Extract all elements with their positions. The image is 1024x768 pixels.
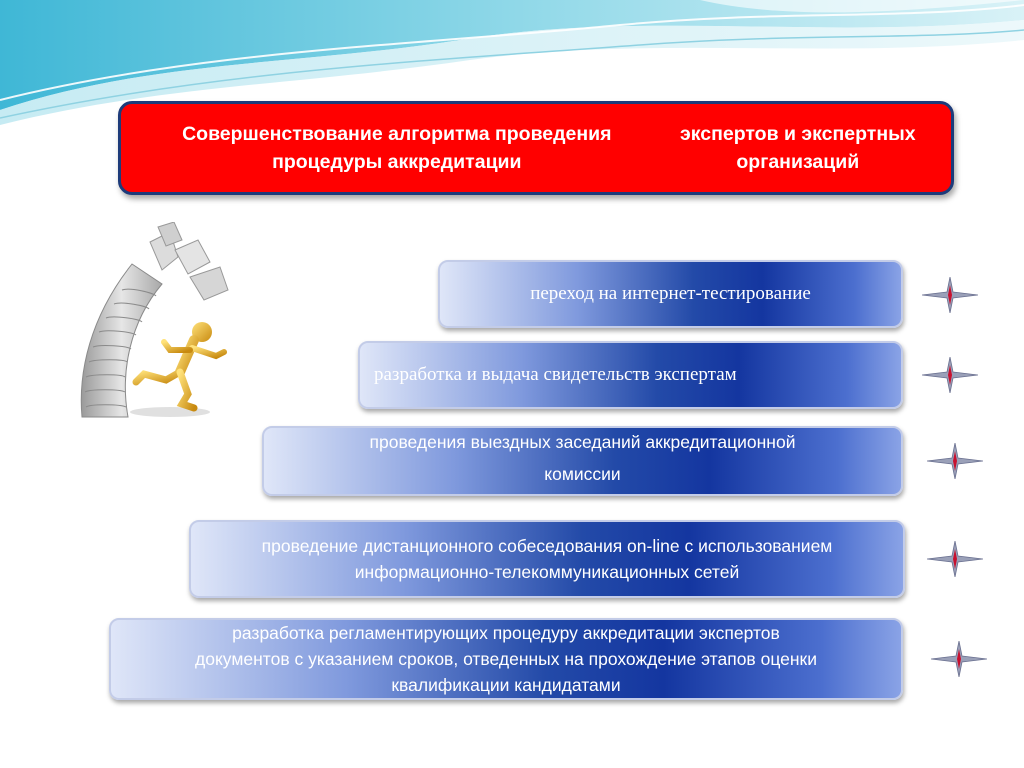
list-item-regulatory-documents	[109, 618, 903, 700]
list-item-internet-testing	[438, 260, 903, 328]
list-item-text-line-1: проведение дистанционного собеседования on-line с использованием	[261, 536, 833, 556]
list-item-text-line-2: документов с указанием сроков, отведенных на прохождение этапов оценки	[195, 649, 817, 669]
list-item-field-sessions	[262, 426, 903, 496]
four-point-star-icon	[922, 277, 978, 313]
list-item-text-line-3: квалификации кандидатами	[391, 675, 621, 695]
list-item-text: разработка и выдача свидетельств экспертам	[374, 364, 737, 385]
list-item-text-line-2: комиссии	[544, 464, 621, 484]
list-item-text-line-1: разработка регламентирующих процедуру аккредитации экспертов	[232, 623, 780, 643]
four-point-star-icon	[927, 443, 983, 479]
slide-title-line-1: Совершенствование алгоритма проведения процедуры аккредитации	[182, 123, 612, 173]
list-item-text-line-1: проведения выездных заседаний аккредитационной	[369, 432, 796, 452]
list-item-text-line-2: информационно-телекоммуникационных сетей	[354, 562, 740, 582]
four-point-star-icon	[927, 541, 983, 577]
running-figure-illustration	[70, 222, 230, 444]
slide-title-line-2: экспертов и экспертных организаций	[679, 123, 916, 173]
four-point-star-icon	[922, 357, 978, 393]
four-point-star-icon	[931, 641, 987, 677]
list-item-online-interview	[189, 520, 905, 598]
list-item-certificates	[358, 341, 903, 409]
list-item-text: переход на интернет-тестирование	[530, 283, 811, 304]
slide-title	[118, 101, 954, 195]
